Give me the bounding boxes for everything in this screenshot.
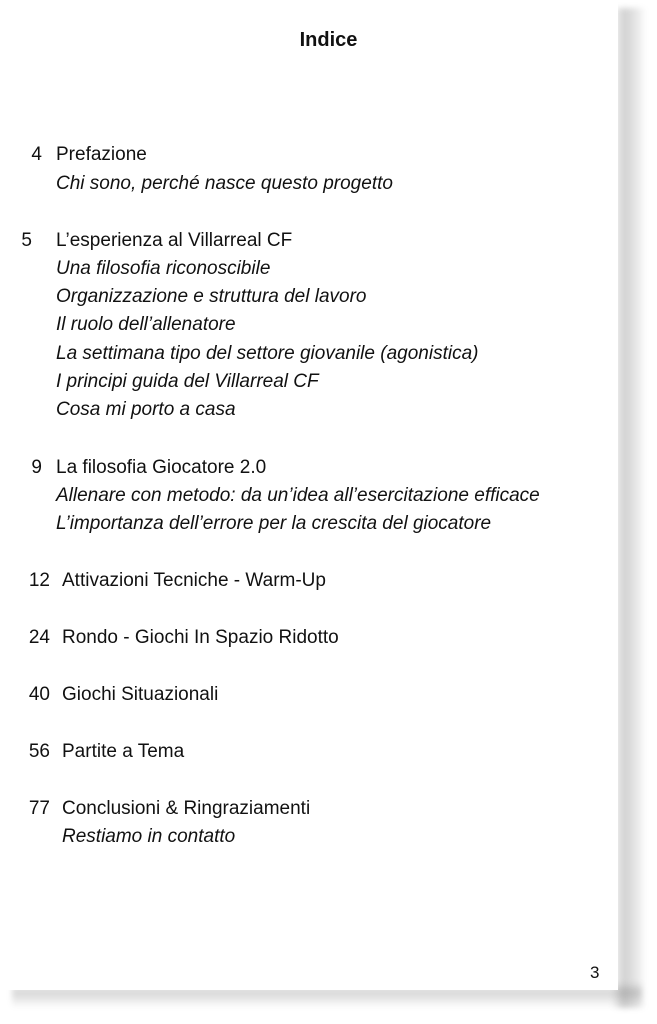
toc-subheading[interactable]: L’importanza dell’errore per la crescita del giocatore [56, 513, 492, 534]
toc-page-number: 40 [28, 684, 50, 705]
toc-page-number: 24 [28, 627, 50, 648]
toc-heading[interactable]: L’esperienza al Villarreal CF [56, 230, 293, 251]
toc-heading[interactable]: La filosofia Giocatore 2.0 [56, 457, 267, 478]
toc-subheading[interactable]: Organizzazione e struttura del lavoro [56, 286, 367, 307]
toc-page-number: 9 [31, 457, 42, 478]
toc-subheading[interactable]: Chi sono, perché nasce questo progetto [56, 173, 393, 194]
toc-subheading[interactable]: Una filosofia riconoscibile [56, 258, 271, 279]
toc-heading[interactable]: Rondo - Giochi In Spazio Ridotto [62, 627, 339, 648]
toc-subheading[interactable]: Restiamo in contatto [62, 826, 236, 847]
page-title: Indice [299, 29, 358, 51]
toc-page-number: 4 [31, 144, 42, 165]
toc-heading[interactable]: Conclusioni & Ringraziamenti [62, 798, 311, 819]
page-number: 3 [590, 963, 600, 982]
toc-page-number: 56 [28, 741, 50, 762]
toc-subheading[interactable]: Il ruolo dell’allenatore [56, 314, 236, 335]
toc-subheading[interactable]: I principi guida del Villarreal CF [56, 371, 319, 392]
toc-heading[interactable]: Giochi Situazionali [62, 684, 219, 705]
toc-heading[interactable]: Attivazioni Tecniche - Warm-Up [62, 570, 326, 591]
toc-page-number: 77 [28, 798, 50, 819]
toc-subheading[interactable]: Cosa mi porto a casa [56, 399, 236, 420]
toc-subheading[interactable]: La settimana tipo del settore giovanile (agonistica) [56, 343, 479, 364]
toc-heading[interactable]: Prefazione [56, 144, 147, 165]
toc-heading[interactable]: Partite a Tema [62, 741, 185, 762]
toc-page-number: 12 [28, 570, 50, 591]
toc-subheading[interactable]: Allenare con metodo: da un’idea all’esercitazione efficace [56, 485, 540, 506]
toc-page-number: 5 [21, 230, 32, 251]
